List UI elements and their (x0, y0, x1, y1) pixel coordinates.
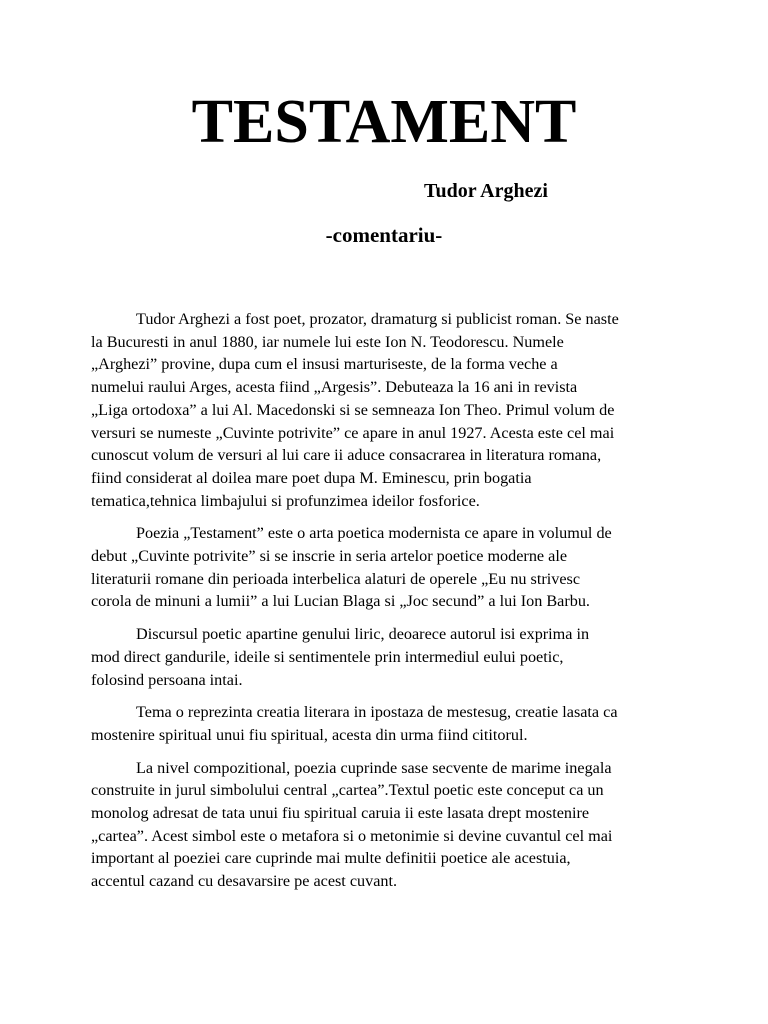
text-line: La nivel compozitional, poezia cuprinde sase secvente de marime inegala (136, 758, 612, 777)
text-line: mostenire spiritual unui fiu spiritual, acesta din urma fiind cititorul. (91, 725, 528, 744)
text-line: fiind considerat al doilea mare poet dupa M. Eminescu, prin bogatia (91, 468, 532, 487)
text-line: cunoscut volum de versuri al lui care ii aduce consacrarea in literatura romana, (91, 446, 602, 465)
text-line: numelui raului Arges, acesta fiind „Argesis”. Debuteaza la 16 ani in revista (91, 378, 578, 397)
text-line: mod direct gandurile, ideile si sentimentele prin intermediul eului poetic, (91, 647, 564, 666)
author-name: Tudor Arghezi (424, 180, 548, 202)
text-line: construite in jurul simbolului central „cartea”.Textul poetic este conceput ca un (91, 781, 604, 800)
paragraph-theme (91, 701, 691, 746)
text-line: important al poeziei care cuprinde mai multe definitii poetice ale acestuia, (91, 849, 571, 868)
text-line: Discursul poetic apartine genului liric, deoarece autorul isi exprima in (136, 625, 590, 644)
text-line: literaturii romane din perioada interbelica alaturi de operele „Eu nu strivesc (91, 569, 581, 588)
text-line: tematica,tehnica limbajului si profunzimea ideilor fosforice. (91, 491, 480, 510)
text-line: Tudor Arghezi a fost poet, prozator, dramaturg si publicist roman. Se naste (136, 310, 619, 328)
text-line: Tema o reprezinta creatia literara in ipostaza de mestesug, creatie lasata ca (136, 703, 618, 722)
text-line: Poezia „Testament” este o arta poetica modernista ce apare in volumul de (136, 524, 612, 543)
text-line: debut „Cuvinte potrivite” si se inscrie in seria artelor poetice moderne ale (91, 547, 568, 566)
paragraph-biography (91, 308, 691, 512)
document-title: TESTAMENT (191, 88, 577, 156)
document-subtitle: -comentariu- (325, 223, 443, 247)
text-line: versuri se numeste „Cuvinte potrivite” ce apare in anul 1927. Acesta este cel mai (91, 423, 615, 442)
text-line: accentul cazand cu desavarsire pe acest cuvant. (91, 872, 398, 891)
body-text (91, 308, 691, 903)
text-line: monolog adresat de tata unui fiu spiritual caruia ii este lasata drept mostenire (91, 804, 590, 823)
text-line: „cartea”. Acest simbol este o metafora si o metonimie si devine cuvantul cel mai (91, 826, 613, 845)
paragraph-ars-poetica (91, 522, 691, 613)
text-line: la Bucuresti in anul 1880, iar numele lui este Ion N. Teodorescu. Numele (91, 332, 564, 351)
text-line: folosind persoana intai. (91, 670, 243, 689)
paragraph-lyric-genre (91, 623, 691, 691)
paragraph-composition (91, 757, 691, 893)
text-line: „Arghezi” provine, dupa cum el insusi marturiseste, de la forma veche a (91, 355, 558, 374)
text-line: „Liga ortodoxa” a lui Al. Macedonski si se semneaza Ion Theo. Primul volum de (91, 400, 615, 419)
text-line: corola de minuni a lumii” a lui Lucian Blaga si „Joc secund” a lui Ion Barbu. (91, 592, 590, 611)
